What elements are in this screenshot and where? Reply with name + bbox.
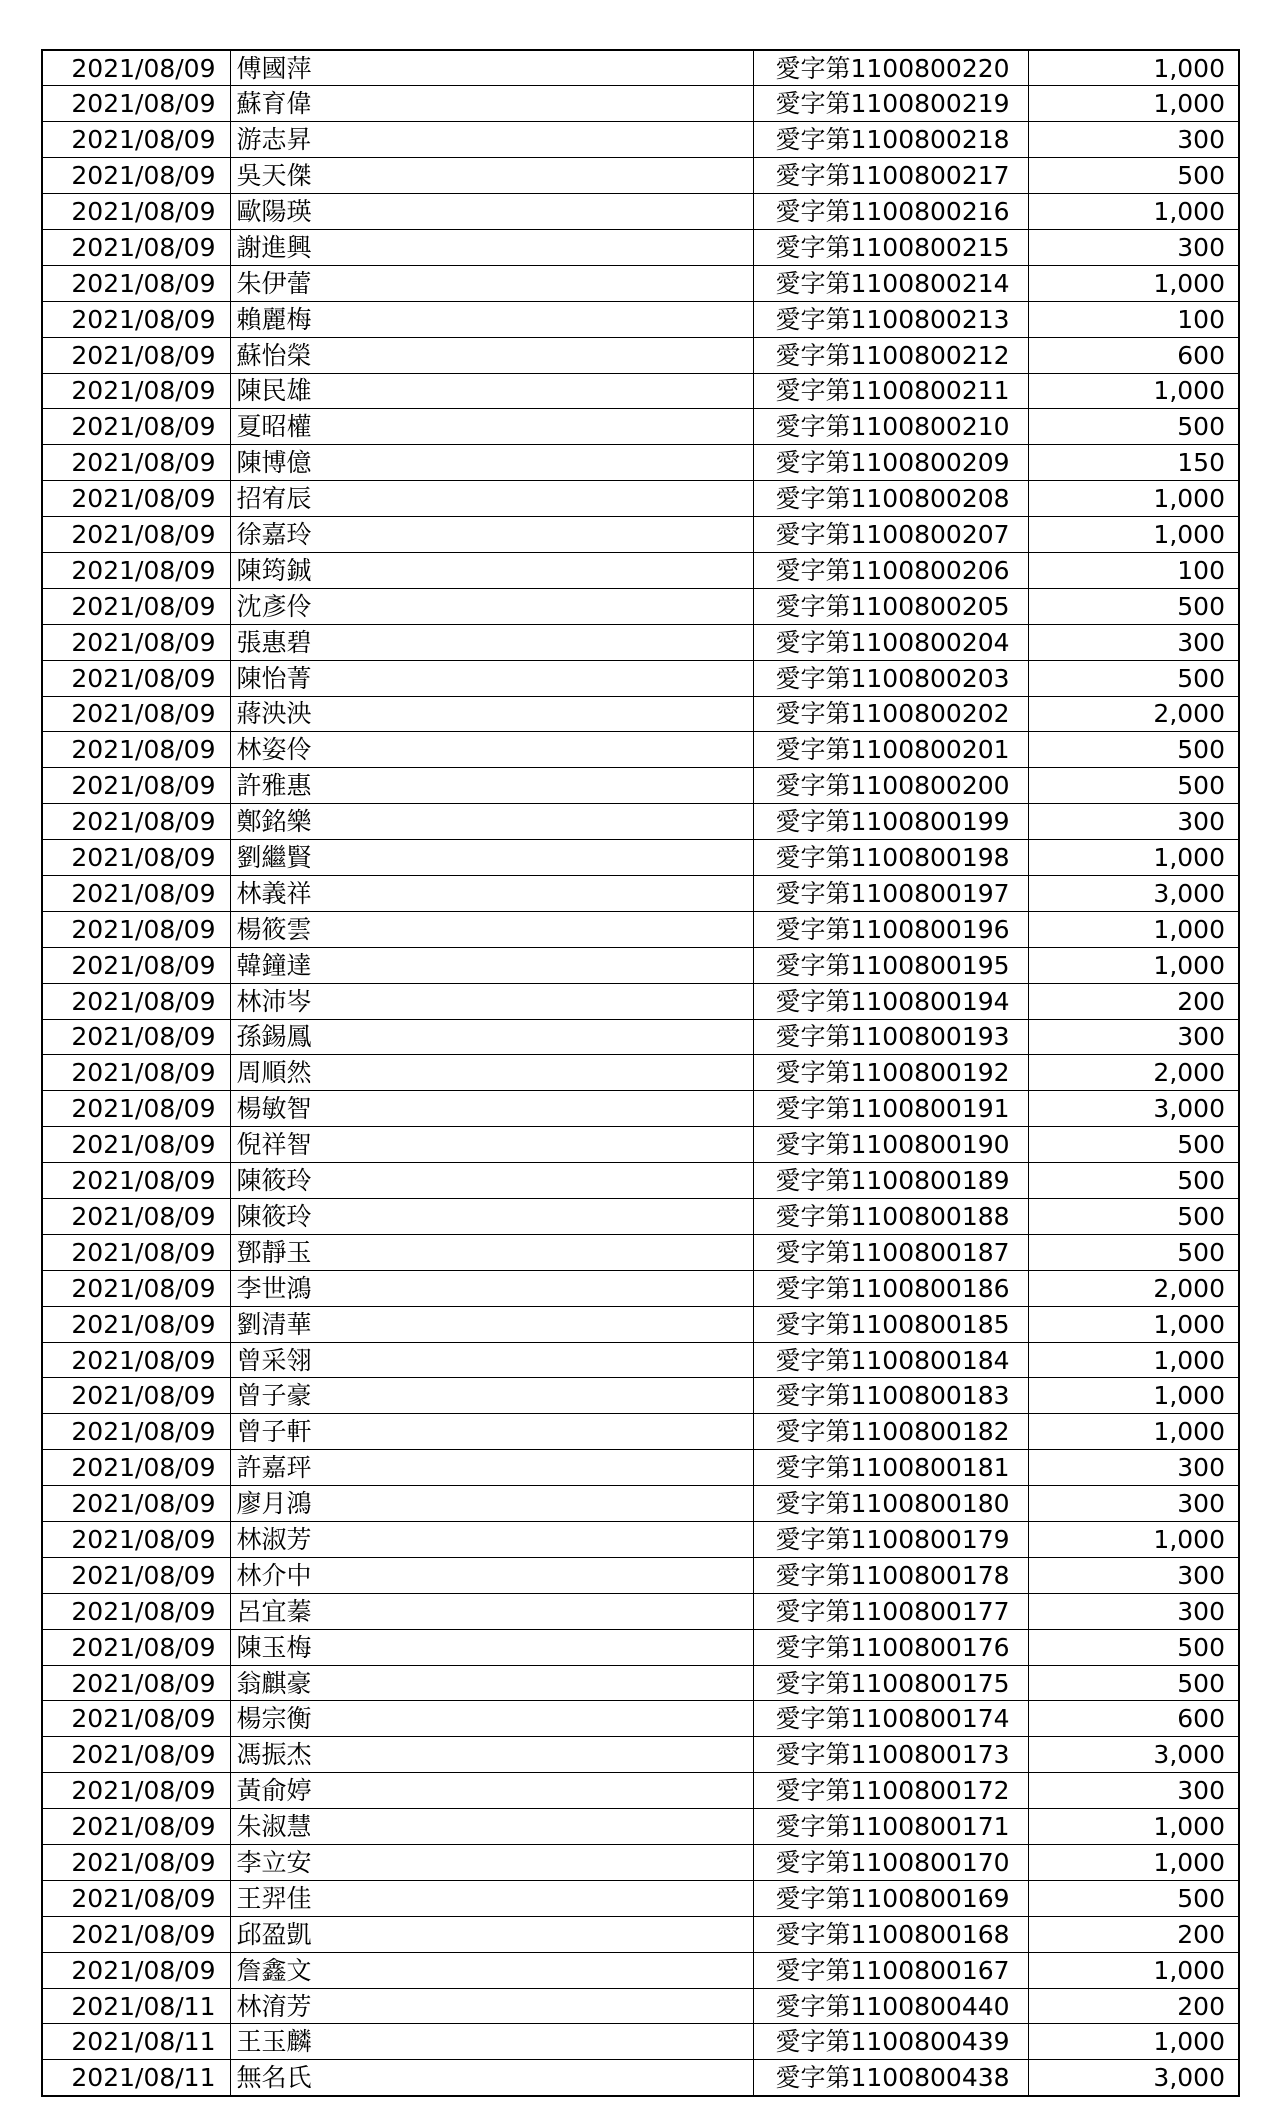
date-cell: 2021/08/09: [42, 1163, 230, 1199]
date-cell: 2021/08/09: [42, 50, 230, 86]
amount-cell: 300: [1028, 1019, 1239, 1055]
table-row: [42, 1091, 1239, 1127]
date-cell: 2021/08/09: [42, 1593, 230, 1629]
amount-cell: 500: [1028, 588, 1239, 624]
table-row: [42, 373, 1239, 409]
table-row: [42, 1916, 1239, 1952]
table-row: [42, 1055, 1239, 1091]
date-cell: 2021/08/09: [42, 768, 230, 804]
table-row: [42, 1019, 1239, 1055]
receipt-number-cell: 愛字第1100800197: [753, 875, 1028, 911]
amount-cell: 100: [1028, 301, 1239, 337]
amount-cell: 1,000: [1028, 1809, 1239, 1845]
date-cell: 2021/08/09: [42, 1486, 230, 1522]
receipt-number-cell: 愛字第1100800187: [753, 1234, 1028, 1270]
receipt-number-cell: 愛字第1100800220: [753, 50, 1028, 86]
table-row: [42, 588, 1239, 624]
table-row: [42, 804, 1239, 840]
date-cell: 2021/08/09: [42, 696, 230, 732]
table-row: [42, 875, 1239, 911]
receipt-number-cell: 愛字第1100800439: [753, 2024, 1028, 2060]
table-row: [42, 445, 1239, 481]
table-row: [42, 1773, 1239, 1809]
date-cell: 2021/08/09: [42, 1880, 230, 1916]
receipt-number-cell: 愛字第1100800206: [753, 552, 1028, 588]
receipt-number-cell: 愛字第1100800204: [753, 624, 1028, 660]
amount-cell: 1,000: [1028, 50, 1239, 86]
table-row: [42, 1199, 1239, 1235]
table-row: [42, 1880, 1239, 1916]
receipt-number-cell: 愛字第1100800168: [753, 1916, 1028, 1952]
table-row: [42, 1952, 1239, 1988]
amount-cell: 1,000: [1028, 1378, 1239, 1414]
amount-cell: 1,000: [1028, 1845, 1239, 1881]
table-row: [42, 481, 1239, 517]
table-row: [42, 1988, 1239, 2024]
receipt-number-cell: 愛字第1100800216: [753, 194, 1028, 230]
table-row: [42, 660, 1239, 696]
date-cell: 2021/08/09: [42, 1773, 230, 1809]
amount-cell: 1,000: [1028, 1342, 1239, 1378]
receipt-number-cell: 愛字第1100800196: [753, 911, 1028, 947]
donor-name-cell: 劉繼賢: [230, 840, 753, 876]
receipt-number-cell: 愛字第1100800440: [753, 1988, 1028, 2024]
receipt-number-cell: 愛字第1100800212: [753, 337, 1028, 373]
receipt-number-cell: 愛字第1100800179: [753, 1522, 1028, 1558]
amount-cell: 3,000: [1028, 1737, 1239, 1773]
table-row: [42, 50, 1239, 86]
amount-cell: 200: [1028, 983, 1239, 1019]
date-cell: 2021/08/09: [42, 1916, 230, 1952]
date-cell: 2021/08/09: [42, 301, 230, 337]
amount-cell: 1,000: [1028, 1306, 1239, 1342]
amount-cell: 1,000: [1028, 1414, 1239, 1450]
amount-cell: 3,000: [1028, 875, 1239, 911]
donor-name-cell: 陳民雄: [230, 373, 753, 409]
amount-cell: 300: [1028, 122, 1239, 158]
donor-name-cell: 夏昭權: [230, 409, 753, 445]
date-cell: 2021/08/09: [42, 265, 230, 301]
table-row: [42, 1845, 1239, 1881]
donor-name-cell: 曾子軒: [230, 1414, 753, 1450]
receipt-number-cell: 愛字第1100800167: [753, 1952, 1028, 1988]
table-row: [42, 1378, 1239, 1414]
donor-name-cell: 歐陽瑛: [230, 194, 753, 230]
donor-name-cell: 許嘉玶: [230, 1450, 753, 1486]
donor-name-cell: 徐嘉玲: [230, 517, 753, 553]
receipt-number-cell: 愛字第1100800182: [753, 1414, 1028, 1450]
receipt-number-cell: 愛字第1100800205: [753, 588, 1028, 624]
receipt-number-cell: 愛字第1100800194: [753, 983, 1028, 1019]
donor-name-cell: 楊宗衡: [230, 1701, 753, 1737]
table-row: [42, 1809, 1239, 1845]
donor-name-cell: 游志昇: [230, 122, 753, 158]
receipt-number-cell: 愛字第1100800173: [753, 1737, 1028, 1773]
donor-name-cell: 蔣泱泱: [230, 696, 753, 732]
receipt-number-cell: 愛字第1100800209: [753, 445, 1028, 481]
date-cell: 2021/08/09: [42, 337, 230, 373]
donor-name-cell: 黃俞婷: [230, 1773, 753, 1809]
date-cell: 2021/08/09: [42, 86, 230, 122]
amount-cell: 300: [1028, 804, 1239, 840]
donor-name-cell: 陳怡菁: [230, 660, 753, 696]
receipt-number-cell: 愛字第1100800186: [753, 1270, 1028, 1306]
table-row: [42, 337, 1239, 373]
amount-cell: 3,000: [1028, 1091, 1239, 1127]
amount-cell: 1,000: [1028, 481, 1239, 517]
date-cell: 2021/08/09: [42, 1701, 230, 1737]
receipt-number-cell: 愛字第1100800202: [753, 696, 1028, 732]
donor-name-cell: 無名氏: [230, 2060, 753, 2096]
receipt-number-cell: 愛字第1100800195: [753, 947, 1028, 983]
donor-name-cell: 李世鴻: [230, 1270, 753, 1306]
amount-cell: 1,000: [1028, 373, 1239, 409]
receipt-number-cell: 愛字第1100800176: [753, 1629, 1028, 1665]
table-row: [42, 768, 1239, 804]
table-row: [42, 229, 1239, 265]
date-cell: 2021/08/09: [42, 1737, 230, 1773]
date-cell: 2021/08/09: [42, 1809, 230, 1845]
table-row: [42, 1306, 1239, 1342]
donor-name-cell: 林淯芳: [230, 1988, 753, 2024]
table-row: [42, 194, 1239, 230]
receipt-number-cell: 愛字第1100800201: [753, 732, 1028, 768]
date-cell: 2021/08/09: [42, 1055, 230, 1091]
date-cell: 2021/08/11: [42, 2060, 230, 2096]
table-row: [42, 1486, 1239, 1522]
date-cell: 2021/08/09: [42, 409, 230, 445]
table-row: [42, 911, 1239, 947]
table-row: [42, 1127, 1239, 1163]
donor-name-cell: 謝進興: [230, 229, 753, 265]
date-cell: 2021/08/09: [42, 517, 230, 553]
date-cell: 2021/08/09: [42, 1019, 230, 1055]
table-row: [42, 517, 1239, 553]
table-row: [42, 1522, 1239, 1558]
donor-name-cell: 邱盈凱: [230, 1916, 753, 1952]
receipt-number-cell: 愛字第1100800170: [753, 1845, 1028, 1881]
amount-cell: 1,000: [1028, 517, 1239, 553]
donor-name-cell: 林介中: [230, 1557, 753, 1593]
receipt-number-cell: 愛字第1100800184: [753, 1342, 1028, 1378]
amount-cell: 300: [1028, 229, 1239, 265]
amount-cell: 300: [1028, 1486, 1239, 1522]
receipt-number-cell: 愛字第1100800213: [753, 301, 1028, 337]
amount-cell: 300: [1028, 1557, 1239, 1593]
table-row: [42, 1557, 1239, 1593]
donor-name-cell: 張惠碧: [230, 624, 753, 660]
table-row: [42, 840, 1239, 876]
donor-name-cell: 蘇育偉: [230, 86, 753, 122]
receipt-number-cell: 愛字第1100800211: [753, 373, 1028, 409]
donor-name-cell: 周順然: [230, 1055, 753, 1091]
receipt-number-cell: 愛字第1100800219: [753, 86, 1028, 122]
donor-name-cell: 招宥辰: [230, 481, 753, 517]
date-cell: 2021/08/09: [42, 1234, 230, 1270]
date-cell: 2021/08/09: [42, 588, 230, 624]
date-cell: 2021/08/11: [42, 1988, 230, 2024]
donor-name-cell: 沈彥伶: [230, 588, 753, 624]
amount-cell: 300: [1028, 1450, 1239, 1486]
date-cell: 2021/08/09: [42, 1557, 230, 1593]
table-row: [42, 1342, 1239, 1378]
receipt-number-cell: 愛字第1100800438: [753, 2060, 1028, 2096]
amount-cell: 1,000: [1028, 1522, 1239, 1558]
amount-cell: 500: [1028, 1234, 1239, 1270]
date-cell: 2021/08/09: [42, 445, 230, 481]
date-cell: 2021/08/09: [42, 552, 230, 588]
date-cell: 2021/08/09: [42, 1342, 230, 1378]
amount-cell: 500: [1028, 409, 1239, 445]
donor-name-cell: 朱伊蕾: [230, 265, 753, 301]
receipt-number-cell: 愛字第1100800199: [753, 804, 1028, 840]
date-cell: 2021/08/09: [42, 194, 230, 230]
amount-cell: 300: [1028, 624, 1239, 660]
table-row: [42, 86, 1239, 122]
receipt-number-cell: 愛字第1100800183: [753, 1378, 1028, 1414]
amount-cell: 500: [1028, 1629, 1239, 1665]
date-cell: 2021/08/09: [42, 1306, 230, 1342]
amount-cell: 500: [1028, 1880, 1239, 1916]
date-cell: 2021/08/09: [42, 158, 230, 194]
receipt-number-cell: 愛字第1100800207: [753, 517, 1028, 553]
date-cell: 2021/08/09: [42, 1522, 230, 1558]
donor-name-cell: 曾采翎: [230, 1342, 753, 1378]
donor-name-cell: 吳天傑: [230, 158, 753, 194]
table-row: [42, 1163, 1239, 1199]
amount-cell: 300: [1028, 1773, 1239, 1809]
amount-cell: 1,000: [1028, 947, 1239, 983]
date-cell: 2021/08/09: [42, 481, 230, 517]
donor-name-cell: 劉清華: [230, 1306, 753, 1342]
donor-name-cell: 陳筠鋮: [230, 552, 753, 588]
receipt-number-cell: 愛字第1100800217: [753, 158, 1028, 194]
table-row: [42, 1593, 1239, 1629]
donor-name-cell: 韓鐘達: [230, 947, 753, 983]
receipt-number-cell: 愛字第1100800198: [753, 840, 1028, 876]
donor-name-cell: 倪祥智: [230, 1127, 753, 1163]
donor-name-cell: 林沛岑: [230, 983, 753, 1019]
date-cell: 2021/08/09: [42, 1952, 230, 1988]
date-cell: 2021/08/09: [42, 947, 230, 983]
table-row: [42, 983, 1239, 1019]
amount-cell: 1,000: [1028, 2024, 1239, 2060]
table-row: [42, 696, 1239, 732]
receipt-number-cell: 愛字第1100800172: [753, 1773, 1028, 1809]
table-row: [42, 409, 1239, 445]
date-cell: 2021/08/09: [42, 1845, 230, 1881]
receipt-number-cell: 愛字第1100800190: [753, 1127, 1028, 1163]
amount-cell: 2,000: [1028, 696, 1239, 732]
donor-name-cell: 陳筱玲: [230, 1163, 753, 1199]
amount-cell: 2,000: [1028, 1055, 1239, 1091]
donor-name-cell: 賴麗梅: [230, 301, 753, 337]
donor-name-cell: 王玉麟: [230, 2024, 753, 2060]
date-cell: 2021/08/09: [42, 1414, 230, 1450]
receipt-number-cell: 愛字第1100800174: [753, 1701, 1028, 1737]
table-row: [42, 265, 1239, 301]
donor-name-cell: 呂宜蓁: [230, 1593, 753, 1629]
donor-name-cell: 鄭銘樂: [230, 804, 753, 840]
date-cell: 2021/08/09: [42, 1629, 230, 1665]
table-row: [42, 301, 1239, 337]
receipt-number-cell: 愛字第1100800178: [753, 1557, 1028, 1593]
donor-name-cell: 林姿伶: [230, 732, 753, 768]
amount-cell: 3,000: [1028, 2060, 1239, 2096]
donor-name-cell: 許雅惠: [230, 768, 753, 804]
amount-cell: 200: [1028, 1916, 1239, 1952]
date-cell: 2021/08/09: [42, 1270, 230, 1306]
donor-name-cell: 楊敏智: [230, 1091, 753, 1127]
table-row: [42, 1629, 1239, 1665]
table-row: [42, 158, 1239, 194]
date-cell: 2021/08/11: [42, 2024, 230, 2060]
receipt-number-cell: 愛字第1100800193: [753, 1019, 1028, 1055]
donor-name-cell: 林淑芳: [230, 1522, 753, 1558]
donor-name-cell: 詹鑫文: [230, 1952, 753, 1988]
amount-cell: 300: [1028, 1593, 1239, 1629]
receipt-number-cell: 愛字第1100800189: [753, 1163, 1028, 1199]
receipt-number-cell: 愛字第1100800192: [753, 1055, 1028, 1091]
date-cell: 2021/08/09: [42, 983, 230, 1019]
amount-cell: 200: [1028, 1988, 1239, 2024]
donor-name-cell: 李立安: [230, 1845, 753, 1881]
date-cell: 2021/08/09: [42, 840, 230, 876]
amount-cell: 1,000: [1028, 1952, 1239, 1988]
amount-cell: 500: [1028, 1163, 1239, 1199]
amount-cell: 500: [1028, 1127, 1239, 1163]
date-cell: 2021/08/09: [42, 804, 230, 840]
amount-cell: 500: [1028, 768, 1239, 804]
amount-cell: 2,000: [1028, 1270, 1239, 1306]
receipt-number-cell: 愛字第1100800175: [753, 1665, 1028, 1701]
donor-name-cell: 蘇怡榮: [230, 337, 753, 373]
donor-name-cell: 翁麒豪: [230, 1665, 753, 1701]
amount-cell: 100: [1028, 552, 1239, 588]
date-cell: 2021/08/09: [42, 122, 230, 158]
ledger-body: [42, 50, 1239, 2096]
donor-name-cell: 林義祥: [230, 875, 753, 911]
amount-cell: 500: [1028, 732, 1239, 768]
date-cell: 2021/08/09: [42, 1127, 230, 1163]
donor-name-cell: 孫錫鳳: [230, 1019, 753, 1055]
table-row: [42, 1270, 1239, 1306]
receipt-number-cell: 愛字第1100800171: [753, 1809, 1028, 1845]
date-cell: 2021/08/09: [42, 1091, 230, 1127]
date-cell: 2021/08/09: [42, 911, 230, 947]
receipt-number-cell: 愛字第1100800215: [753, 229, 1028, 265]
amount-cell: 600: [1028, 1701, 1239, 1737]
receipt-number-cell: 愛字第1100800214: [753, 265, 1028, 301]
donation-ledger-table: [41, 49, 1240, 2097]
date-cell: 2021/08/09: [42, 1450, 230, 1486]
amount-cell: 1,000: [1028, 265, 1239, 301]
date-cell: 2021/08/09: [42, 1378, 230, 1414]
receipt-number-cell: 愛字第1100800185: [753, 1306, 1028, 1342]
donor-name-cell: 陳筱玲: [230, 1199, 753, 1235]
amount-cell: 1,000: [1028, 840, 1239, 876]
table-row: [42, 122, 1239, 158]
table-row: [42, 1450, 1239, 1486]
receipt-number-cell: 愛字第1100800181: [753, 1450, 1028, 1486]
receipt-number-cell: 愛字第1100800191: [753, 1091, 1028, 1127]
date-cell: 2021/08/09: [42, 624, 230, 660]
receipt-number-cell: 愛字第1100800208: [753, 481, 1028, 517]
receipt-number-cell: 愛字第1100800218: [753, 122, 1028, 158]
table-row: [42, 2060, 1239, 2096]
receipt-number-cell: 愛字第1100800188: [753, 1199, 1028, 1235]
donor-name-cell: 陳玉梅: [230, 1629, 753, 1665]
table-row: [42, 1665, 1239, 1701]
donor-name-cell: 馮振杰: [230, 1737, 753, 1773]
receipt-number-cell: 愛字第1100800203: [753, 660, 1028, 696]
amount-cell: 1,000: [1028, 911, 1239, 947]
donor-name-cell: 朱淑慧: [230, 1809, 753, 1845]
amount-cell: 500: [1028, 1199, 1239, 1235]
amount-cell: 600: [1028, 337, 1239, 373]
donor-name-cell: 鄧靜玉: [230, 1234, 753, 1270]
table-row: [42, 624, 1239, 660]
receipt-number-cell: 愛字第1100800177: [753, 1593, 1028, 1629]
receipt-number-cell: 愛字第1100800200: [753, 768, 1028, 804]
receipt-number-cell: 愛字第1100800210: [753, 409, 1028, 445]
table-row: [42, 1234, 1239, 1270]
receipt-number-cell: 愛字第1100800180: [753, 1486, 1028, 1522]
table-row: [42, 1737, 1239, 1773]
donor-name-cell: 傅國萍: [230, 50, 753, 86]
donor-name-cell: 陳博億: [230, 445, 753, 481]
donor-name-cell: 楊筱雲: [230, 911, 753, 947]
receipt-number-cell: 愛字第1100800169: [753, 1880, 1028, 1916]
date-cell: 2021/08/09: [42, 373, 230, 409]
date-cell: 2021/08/09: [42, 1199, 230, 1235]
donor-name-cell: 王羿佳: [230, 1880, 753, 1916]
donor-name-cell: 廖月鴻: [230, 1486, 753, 1522]
date-cell: 2021/08/09: [42, 732, 230, 768]
amount-cell: 500: [1028, 158, 1239, 194]
date-cell: 2021/08/09: [42, 660, 230, 696]
table-row: [42, 552, 1239, 588]
table-row: [42, 1414, 1239, 1450]
amount-cell: 500: [1028, 660, 1239, 696]
amount-cell: 150: [1028, 445, 1239, 481]
date-cell: 2021/08/09: [42, 1665, 230, 1701]
table-row: [42, 2024, 1239, 2060]
amount-cell: 1,000: [1028, 194, 1239, 230]
date-cell: 2021/08/09: [42, 229, 230, 265]
table-row: [42, 1701, 1239, 1737]
table-row: [42, 947, 1239, 983]
date-cell: 2021/08/09: [42, 875, 230, 911]
amount-cell: 1,000: [1028, 86, 1239, 122]
amount-cell: 500: [1028, 1665, 1239, 1701]
donor-name-cell: 曾子豪: [230, 1378, 753, 1414]
table-row: [42, 732, 1239, 768]
